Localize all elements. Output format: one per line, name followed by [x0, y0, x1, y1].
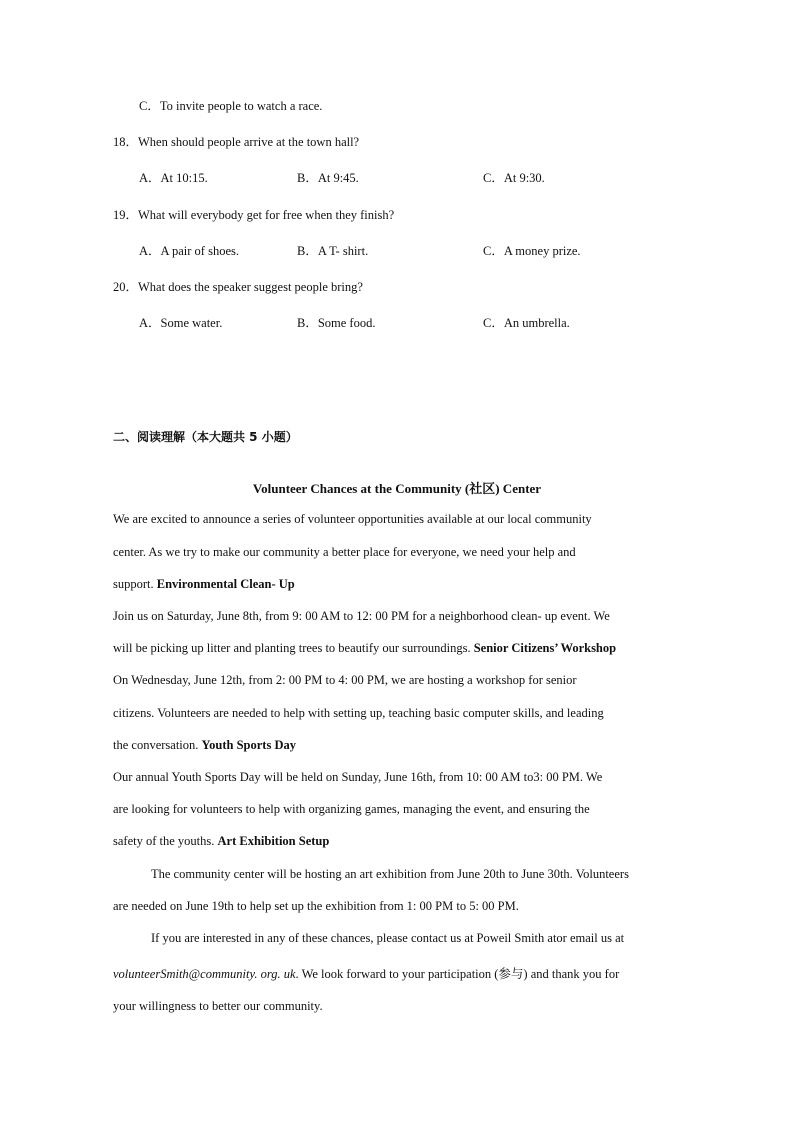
q19-option-a: A．A pair of shoes. [139, 244, 239, 258]
passage-line-7: citizens. Volunteers are needed to help with setting up, teaching basic computer skills, and leading [113, 706, 604, 720]
email-address: volunteerSmith@community. org. uk [113, 967, 296, 981]
passage-line-10: are looking for volunteers to help with organizing games, managing the event, and ensuring the [113, 802, 590, 816]
passage-line-1: We are excited to announce a series of volunteer opportunities available at our local community [113, 512, 592, 526]
passage-line-2: center. As we try to make our community a better place for everyone, we need your help and [113, 545, 576, 559]
question-20-stem: 20．What does the speaker suggest people bring? [113, 280, 363, 294]
passage-line-8 [113, 738, 296, 753]
q20-option-c: C．An umbrella. [483, 316, 570, 330]
heading-art-exhibition-setup: Art Exhibition Setup [217, 834, 330, 848]
passage-text: will be picking up litter and planting trees to beautify our surroundings. [113, 641, 474, 655]
passage-text: the conversation. [113, 738, 202, 752]
q20-option-b: B．Some food. [297, 316, 376, 330]
q18-option-a: A．At 10:15. [139, 171, 208, 185]
passage-line-12: The community center will be hosting an art exhibition from June 20th to June 30th. Volunteers [151, 867, 629, 881]
q18-option-c: C．At 9:30. [483, 171, 545, 185]
question-18-stem: 18．When should people arrive at the town hall? [113, 135, 360, 149]
q20-option-a: A．Some water. [139, 316, 223, 330]
passage-line-6: On Wednesday, June 12th, from 2: 00 PM to 4: 00 PM, we are hosting a workshop for senior [113, 673, 577, 687]
passage-title: Volunteer Chances at the Community (社区) Center [252, 481, 542, 496]
question-19-stem: 19．What will everybody get for free when they finish? [113, 208, 395, 222]
heading-youth-sports-day: Youth Sports Day [201, 738, 296, 752]
passage-text: . We look forward to your participation (参与) and thank you for [295, 967, 620, 981]
q18-option-b: B．At 9:45. [297, 171, 359, 185]
passage-text: safety of the youths. [113, 834, 218, 848]
passage-line-11 [113, 834, 329, 849]
section-title: 二、阅读理解（本大题共 5 小题） [113, 430, 298, 444]
heading-environmental-clean-up: Environmental Clean- Up [156, 577, 295, 591]
q19-option-c: C．A money prize. [483, 244, 581, 258]
passage-line-9: Our annual Youth Sports Day will be held on Sunday, June 16th, from 10: 00 AM to3: 00 PM. We [113, 770, 603, 784]
passage-text: support. [113, 577, 157, 591]
q17-option-c: C．To invite people to watch a race. [139, 99, 323, 113]
heading-senior-citizens-workshop: Senior Citizens’ Workshop [473, 641, 617, 655]
passage-line-13: are needed on June 19th to help set up the exhibition from 1: 00 PM to 5: 00 PM. [113, 899, 519, 913]
passage-line-14: If you are interested in any of these chances, please contact us at Poweil Smith ator email us at [151, 931, 625, 945]
q19-option-b: B．A T- shirt. [297, 244, 369, 258]
passage-line-15 [113, 964, 619, 982]
passage-line-3 [113, 577, 295, 592]
passage-line-4: Join us on Saturday, June 8th, from 9: 00 AM to 12: 00 PM for a neighborhood clean- up event. We [113, 609, 610, 623]
passage-line-5 [113, 641, 616, 656]
passage-line-16: your willingness to better our community. [113, 999, 323, 1013]
